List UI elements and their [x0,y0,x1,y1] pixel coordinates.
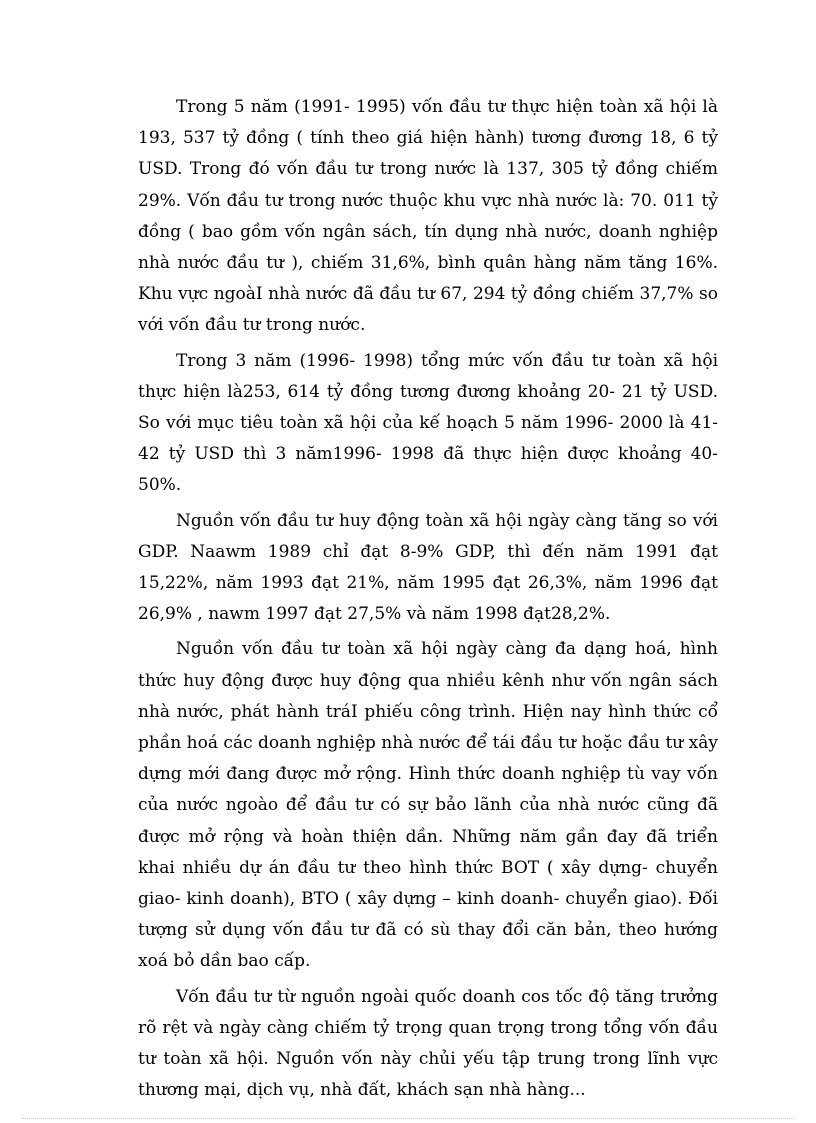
paragraph-2: Trong 3 năm (1996- 1998) tổng mức vốn đầu tư toàn xã hội thực hiện là253, 614 tỷ đồng tương đương khoảng 20- 21 tỷ USD. So với mục tiêu toàn xã hội của kế hoạch 5 năm 1996- 2000 là 41- 42 tỷ USD thì 3 năm1996- 1998 đã thực hiện được khoảng 40- 50%. [138,350,718,496]
paragraph-3: Nguồn vốn đầu tư huy động toàn xã hội ngày càng tăng so với GDP. Naawm 1989 chỉ đạt 8-9% GDP, thì đến năm 1991 đạt 15,22%, năm 1993 đạt 21%, năm 1995 đạt 26,3%, năm 1996 đạt 26,9% , nawm 1997 đạt 27,5% và năm 1998 đạt28,2%. [138,510,718,625]
page-bottom-divider [22,1118,794,1119]
paragraph-4: Nguồn vốn đầu tư toàn xã hội ngày càng đa dạng hoá, hình thức huy động được huy động qua nhiều kênh như vốn ngân sách nhà nước, phát hành tráI phiếu công trình. Hiện nay hình thức cổ phần hoá các doanh nghiệp nhà nước để tái đầu tư hoặc đầu tư xây dựng mới đang được mở rộng. Hình thức doanh nghiệp tù vay vốn của nước ngoào để đầu tư có sự bảo lãnh của nhà nước cũng đã được mở rộng và hoàn thiện dần. Những năm gần đay đã triển khai nhiều dự án đầu tư theo hình thức BOT ( xây dựng- chuyển giao- kinh doanh), BTO ( xây dựng – kinh doanh- chuyển giao). Đối tượng sử dụng vốn đầu tư đã có sù thay đổi căn bản, theo hướng xoá bỏ dần bao cấp. [138,639,718,972]
paragraph-5: Vốn đầu tư từ nguồn ngoài quốc doanh cos tốc độ tăng trưởng rõ rệt và ngày càng chiếm tỷ trọng quan trọng trong tổng vốn đầu tư toàn xã hội. Nguồn vốn này chủi yếu tập trung trong lĩnh vực thương mại, dịch vụ, nhà đất, khách sạn nhà hàng... [138,986,718,1101]
paragraph-1: Trong 5 năm (1991- 1995) vốn đầu tư thực hiện toàn xã hội là 193, 537 tỷ đồng ( tính theo giá hiện hành) tương đương 18, 6 tỷ USD. Trong đó vốn đầu tư trong nước là 137, 305 tỷ đồng chiếm 29%. Vốn đầu tư trong nước thuộc khu vực nhà nước là: 70. 011 tỷ đồng ( bao gồm vốn ngân sách, tín dụng nhà nước, doanh nghiệp nhà nước đầu tư ), chiếm 31,6%, bình quân hàng năm tăng 16%. Khu vực ngoàI nhà nước đã đầu tư 67, 294 tỷ đồng chiếm 37,7% so với vốn đầu tư trong nước. [138,97,718,336]
document-body [138,92,718,1111]
